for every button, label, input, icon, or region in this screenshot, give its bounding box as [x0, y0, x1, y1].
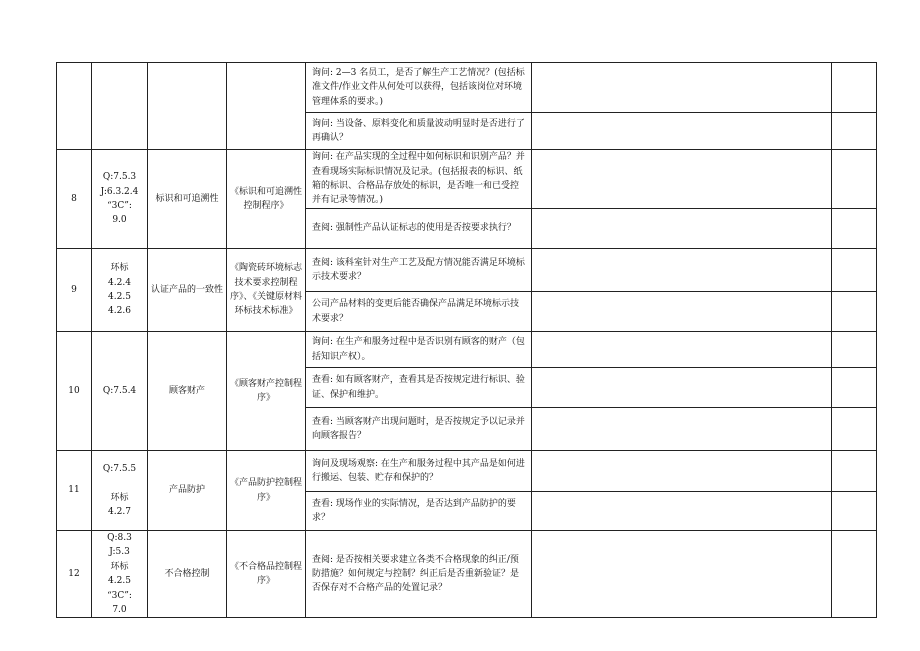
record-cell[interactable]	[532, 249, 832, 292]
record-cell[interactable]	[532, 451, 832, 492]
row-number: 9	[57, 249, 92, 332]
record-cell[interactable]	[532, 292, 832, 332]
table-row	[57, 332, 877, 368]
audit-question: 查看: 当顾客财产出现问题时，是否按规定予以记录并向顾客报告？	[306, 408, 532, 451]
record-cell[interactable]	[532, 63, 832, 113]
audit-question: 询问: 2—3 名员工，是否了解生产工艺情况？(包括标准文件/作业文件从何处可以获得，包括该岗位对环境管理体系的要求。)	[306, 63, 532, 113]
audit-question: 查阅: 强制性产品认证标志的使用是否按要求执行？	[306, 209, 532, 249]
record-cell[interactable]	[532, 150, 832, 209]
result-cell[interactable]	[832, 292, 877, 332]
audit-item: 标识和可追溯性	[148, 150, 227, 249]
audit-question: 询问及现场观察: 在生产和服务过程中其产品是如何进行搬运、包装、贮存和保护的？	[306, 451, 532, 492]
audit-item: 顾客财产	[148, 332, 227, 451]
audit-question: 询问: 当设备、原料变化和质量波动明显时是否进行了再确认？	[306, 113, 532, 150]
audit-item: 不合格控制	[148, 531, 227, 618]
audit-checklist-table	[56, 62, 877, 618]
table-row	[57, 150, 877, 209]
row-number	[57, 63, 92, 150]
clause-ref: Q:7.5.5 环标 4.2.7	[92, 451, 148, 531]
record-cell[interactable]	[532, 408, 832, 451]
result-cell[interactable]	[832, 63, 877, 113]
record-cell[interactable]	[532, 209, 832, 249]
procedure-doc: 《标识和可追溯性控制程序》	[227, 150, 306, 249]
audit-question: 询问: 在产品实现的全过程中如何标识和识别产品？并查看现场实际标识情况及记录。(包括报表的标识、纸箱的标识、合格品存放处的标识，是否唯一和已受控并有记录等情况。)	[306, 150, 532, 209]
row-number: 8	[57, 150, 92, 249]
audit-question: 查阅: 是否按相关要求建立各类不合格现象的纠正/预防措施？如何规定与控制？纠正后是否重新验证？是否保存对不合格产品的处置记录？	[306, 531, 532, 618]
audit-question: 询问: 在生产和服务过程中是否识别有顾客的财产（包括知识产权）。	[306, 332, 532, 368]
table-row	[57, 249, 877, 292]
table-row	[57, 531, 877, 618]
record-cell[interactable]	[532, 492, 832, 531]
record-cell[interactable]	[532, 368, 832, 408]
procedure-doc: 《陶瓷砖环境标志技术要求控制程序》、《关键原材料环标技术标准》	[227, 249, 306, 332]
result-cell[interactable]	[832, 531, 877, 618]
result-cell[interactable]	[832, 249, 877, 292]
audit-item: 产品防护	[148, 451, 227, 531]
result-cell[interactable]	[832, 150, 877, 209]
result-cell[interactable]	[832, 209, 877, 249]
procedure-doc: 《顾客财产控制程序》	[227, 332, 306, 451]
audit-item: 认证产品的一致性	[148, 249, 227, 332]
clause-ref: Q:7.5.4	[92, 332, 148, 451]
clause-ref	[92, 63, 148, 150]
result-cell[interactable]	[832, 368, 877, 408]
record-cell[interactable]	[532, 332, 832, 368]
table-row	[57, 63, 877, 113]
audit-question: 公司产品材料的变更后能否确保产品满足环境标示技术要求？	[306, 292, 532, 332]
clause-ref: 环标 4.2.4 4.2.5 4.2.6	[92, 249, 148, 332]
row-number: 10	[57, 332, 92, 451]
result-cell[interactable]	[832, 332, 877, 368]
record-cell[interactable]	[532, 531, 832, 618]
audit-question: 查看: 现场作业的实际情况，是否达到产品防护的要求？	[306, 492, 532, 531]
row-number: 12	[57, 531, 92, 618]
result-cell[interactable]	[832, 408, 877, 451]
procedure-doc: 《不合格品控制程序》	[227, 531, 306, 618]
audit-item	[148, 63, 227, 150]
table-row	[57, 451, 877, 492]
result-cell[interactable]	[832, 492, 877, 531]
row-number: 11	[57, 451, 92, 531]
result-cell[interactable]	[832, 451, 877, 492]
record-cell[interactable]	[532, 113, 832, 150]
procedure-doc	[227, 63, 306, 150]
clause-ref: Q:8.3 J:5.3 环标 4.2.5 “3C”: 7.0	[92, 531, 148, 618]
procedure-doc: 《产品防护控制程序》	[227, 451, 306, 531]
audit-question: 查看: 如有顾客财产，查看其是否按规定进行标识、验证、保护和维护。	[306, 368, 532, 408]
result-cell[interactable]	[832, 113, 877, 150]
clause-ref: Q:7.5.3 J:6.3.2.4 “3C”: 9.0	[92, 150, 148, 249]
audit-question: 查阅: 该科室针对生产工艺及配方情况能否满足环境标示技术要求？	[306, 249, 532, 292]
